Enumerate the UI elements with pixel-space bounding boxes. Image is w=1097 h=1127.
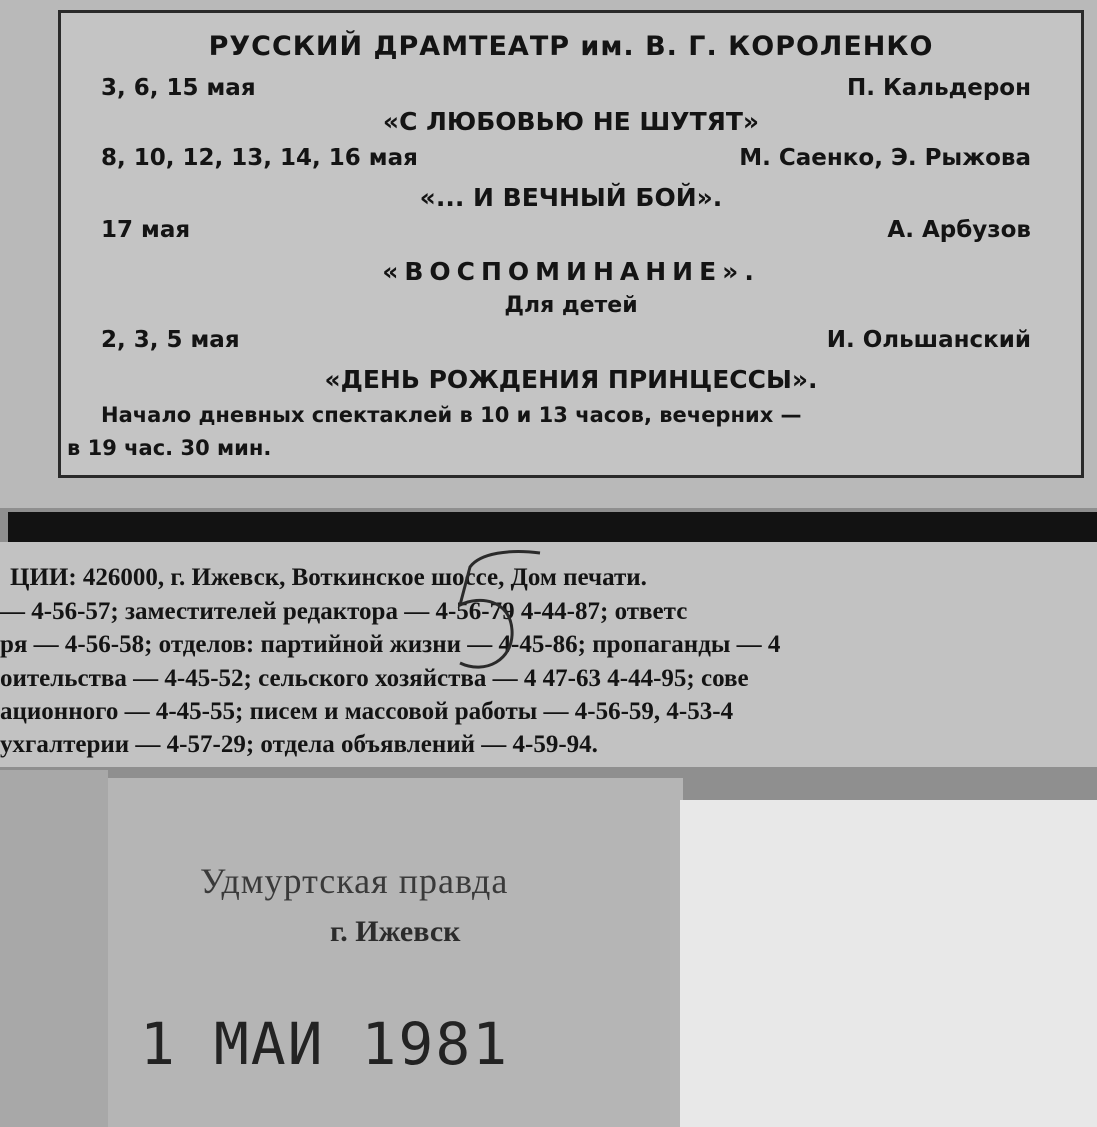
entry-author: И. Ольшанский [826, 327, 1031, 353]
address-line: — 4-56-57; заместителей редактора — 4-56-79 4-44-87; ответс [0, 598, 688, 625]
theater-announcement-box [58, 10, 1084, 478]
handwritten-mark-icon [430, 545, 550, 685]
play-title: «... И ВЕЧНЫЙ БОЙ». [419, 183, 723, 212]
address-line: ухгалтерии — 4-57-29; отдела объявлений — 4-59-94. [0, 731, 598, 758]
entry-author: А. Арбузов [887, 217, 1031, 243]
play-title: «ДЕНЬ РОЖДЕНИЯ ПРИНЦЕССЫ». [324, 365, 818, 394]
stamp-date: 1 МАИ 1981 [140, 1010, 510, 1078]
note-line: Начало дневных спектаклей в 10 и 13 часов, вечерних — [101, 403, 802, 427]
entry-author: П. Кальдерон [846, 75, 1031, 101]
entry-dates: 17 мая [101, 217, 191, 243]
paper-patch-left [0, 770, 108, 1127]
showtimes-note [67, 399, 1061, 465]
stamp-city: г. Ижевск [330, 915, 461, 948]
entry-dates: 2, 3, 5 мая [101, 327, 240, 353]
address-line: ационного — 4-45-55; писем и массовой работы — 4-56-59, 4-53-4 [0, 698, 734, 725]
kids-heading: Для детей [504, 293, 638, 318]
address-line: оительства — 4-45-52; сельского хозяйства — 4 47-63 4-44-95; сове [0, 665, 749, 692]
note-line: в 19 час. 30 мин. [67, 436, 272, 460]
entry-dates: 3, 6, 15 мая [101, 75, 256, 101]
theater-clipping [0, 0, 1097, 508]
paper-patch-right [680, 800, 1097, 1127]
play-title: «ВОСПОМИНАНИЕ». [382, 257, 760, 286]
entry-author: М. Саенко, Э. Рыжова [739, 145, 1031, 171]
entry-dates: 8, 10, 12, 13, 14, 16 мая [101, 145, 418, 171]
stamp-newspaper-name: Удмуртская правда [200, 861, 509, 901]
theater-title: РУССКИЙ ДРАМТЕАТР им. В. Г. КОРОЛЕНКО [208, 31, 934, 62]
play-title: «С ЛЮБОВЬЮ НЕ ШУТЯТ» [382, 107, 760, 136]
address-line: ЦИИ: 426000, г. Ижевск, Воткинское шоссе, Дом печати. [10, 564, 647, 591]
address-line: ря — 4-56-58; отделов: партийной жизни — 4-45-86; пропаганды — 4 [0, 631, 781, 658]
black-rule [8, 512, 1097, 542]
